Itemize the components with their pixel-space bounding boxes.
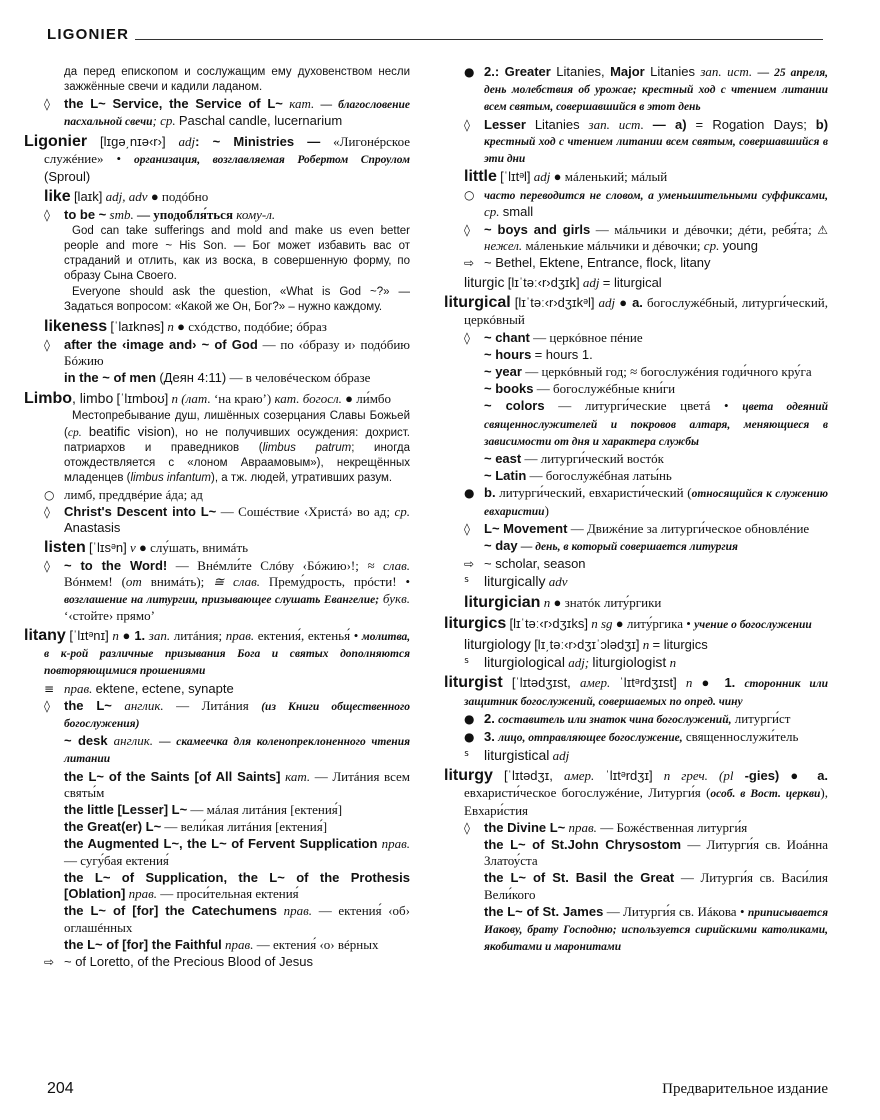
entry-limbo: Limbo, limbo [ˈlɪmboʊ] n (лат. ‘на краю’) кат. богосл. ● ли́мбо Местопребывание душ, лишённых созерцания Славы Божьей (ср. beatific vision), но не получивших осуждения: дохрист. патриархов и праведников (limbus patrum; иногда отождествляется с «лоном Авраамовым»), некрещённых младенцев (limbus infantum), а тж. людей, утративших разум. ○ лимб, преддвéрие áда; ад ◊ Christ's Descent into L~ — Сошéствие ‹Христá› во ад; ср. Anastasis xyxy=(24,389,411,536)
phrase: ~ Latin — богослужéбная латы́нь xyxy=(484,468,672,484)
phrase: the L~ of the Saints [of All Saints] кат. — Литáния всем святы́м xyxy=(64,768,411,800)
bullet-icon: ● xyxy=(138,540,147,556)
headword: liturgics xyxy=(444,614,507,632)
idiom-marker-icon: ◊ xyxy=(44,559,50,574)
example: Местопребывание душ, лишённых созерцания Славы Божьей (ср. beatific vision), но не получивших осуждения: дохрист. патриархов и праведников (limbus patrum; иногда отождествляется с «лоном Авраамовым»), некрещённых младенцев (limbus infantum), а тж. людей, утративших разум. xyxy=(64,409,410,484)
entry-liturgy: liturgy [ˈlɪtədʒɪ, амер. ˈlɪtᵊrdʒɪ] n греч. (pl -gies) ● a. евхаристи́ческое богослужéние, Литурги́я (особ. в Вост. церкви), Евхари́стия ◊ the Divine L~ прав. — Божéственная литурги́я the L~ of St.John Chrysostom — Литурги́я св. Иоáнна Златоу́ста the L~ of St. Basil the Great — Литурги́я св. Васи́лия Вели́кого the L~ of St. James — Литурги́я св. Иáкова • приписывается Иакову, брату Господню; используется сирийскими католиками, якобитами и маронитами xyxy=(464,767,828,955)
bullet-icon: ● xyxy=(345,390,353,406)
continued-text: да перед епископом и сослужащим ему духовенством несли зажжённые свечи и кадили ладаном. xyxy=(64,66,410,93)
example: Everyone should ask the question, «What is God ~?» — Задаться вопросом: «Какой же Он, Бог?» – нужно каждому. xyxy=(64,286,410,314)
entry-like: like [laɪk] adj, adv ● подóбно ◊ to be ~ smb. — уподобля́ться кому-л. God can take sufferings and mold and make us even better people and more ~ His Son. — Бог может избавить вас от страданий и отлить, как из воска, в совершенную форму, по образу Сына Своего. Everyone should ask the question, «What is God ~?» — Задаться вопросом: «Какой же Он, Бог?» – нужно каждому. xyxy=(44,187,410,314)
circle-marker-icon: ○ xyxy=(464,188,475,203)
dot-icon: • xyxy=(116,151,122,167)
bullet-icon: ● xyxy=(150,188,159,204)
bullet-icon: ● xyxy=(464,65,475,79)
idiom-marker-icon: ◊ xyxy=(44,207,50,222)
arrow-icon: ⇨ xyxy=(464,256,475,271)
phrase: ~ desk англик. — скамеечка для коленопреклоненного чтения литании xyxy=(64,733,411,766)
headword: listen xyxy=(44,539,86,557)
phrase: ◊ the L~ англик. — Литáния (из Книги общественного богослужения) xyxy=(44,697,411,731)
bullet-icon: ● xyxy=(464,486,475,501)
idiom-marker-icon: ◊ xyxy=(464,521,470,536)
headword: little xyxy=(464,168,497,186)
dot-icon: • xyxy=(405,574,411,590)
idiom-marker-icon: ◊ xyxy=(464,820,470,835)
see-also: ⇨ ~ of Loretto, of the Precious Blood of Jesus xyxy=(44,953,313,969)
derivative: ᔆ liturgically adv xyxy=(464,573,568,590)
example: God can take sufferings and mold and make us even better people and more ~ His Son. — Бог может избавить вас от страданий и отлить, как из воска, в совершенную форму, по образу Сына Своего. xyxy=(64,225,410,283)
idiom-lesser-litanies: ◊ Lesser Litanies зап. ист. — a) = Rogation Days; b) крестный ход с чтением литании всем святым, совершавшийся в эти дни xyxy=(464,116,829,166)
entry-liturgic: liturgic [lɪˈtəː‹r›dʒɪk] adj = liturgical xyxy=(464,274,662,291)
headword: Ligonier xyxy=(24,133,88,151)
phrase: the L~ of [for] the Faithful прав. — ектения́ ‹о› вéрных xyxy=(64,936,379,952)
arrow-icon: ⇨ xyxy=(44,954,55,969)
phrase: the Augmented L~, the L~ of Fervent Supplication прав. — сугу́бая ектения́ xyxy=(64,836,410,868)
headword: Limbo xyxy=(24,389,72,407)
idiom-service: ◊ the L~ Service, the Service of L~ кат. — благословение пасхальной свечи; ср. Paschal candle, lucernarium xyxy=(44,96,411,129)
phrase: the little [Lesser] L~ — мáлая литáния [ектения́] xyxy=(64,802,343,818)
page-footer xyxy=(47,1080,828,1102)
derivative-icon: ᔆ xyxy=(464,749,470,764)
entry-liturgics: liturgics [lɪˈtəː‹r›dʒɪks] n sg ● литу́ргика • учение о богослужении xyxy=(444,614,812,632)
bullet-icon: ● xyxy=(122,628,131,644)
bullet-icon: ● xyxy=(553,169,562,185)
headword: liturgic xyxy=(464,274,505,291)
running-head-title: LIGONIER xyxy=(47,26,130,43)
entry-likeness: likeness [ˈlaɪknəs] n ● схóдство, подóбие; óбраз ◊ after the ‹image and› ~ of God — по ‹óбразу и› подóбию Бóжию in the ~ of men (Деян 4:11) — в человéческом óбразе xyxy=(44,318,411,386)
entry-liturgician: liturgician n ● знатóк литу́ргики xyxy=(464,593,662,611)
idiom-marker-icon: ◊ xyxy=(464,117,470,132)
page-number: 204 xyxy=(47,1080,74,1097)
headword: liturgician xyxy=(464,593,541,611)
entry-liturgical: liturgical [lɪˈtəː‹r›dʒɪkᵊl] adj ● a. богослужéбный, литурги́ческий, церкóвный ◊ ~ chant — церкóвное пéние ~ hours = hours 1. ~ year — церкóвный год; ≈ богослужéния годи́чного кру́га ~ books — богослужéбные кни́ги ~ colors — литурги́ческие цветá • цвета одеяний священнослужителей и покровов алтаря, меняющиеся в зависимости от дня и характера службы ~ east — литурги́ческий востóк ~ Latin — богослужéбная латы́нь ● b. литурги́ческий, евхаристи́ческий (относящийся к служению евхаристии) ◊ L~ Movement — Движéние за литурги́ческое обновлéние ~ day — день, в который совершается литургия ⇨ ~ scholar, season ᔆ liturgically adv xyxy=(444,294,829,590)
dot-icon: • xyxy=(686,615,691,631)
header-rule xyxy=(135,39,823,40)
phrase: ~ hours = hours 1. xyxy=(484,346,593,362)
bullet-icon: ● xyxy=(464,711,475,726)
right-column xyxy=(444,64,829,958)
idiom-marker-icon: ◊ xyxy=(44,338,50,353)
entry-ligonier: Ligonier [lɪgə͵nɪə‹r›] adj: ~ Ministries — «Лигонéрское служéние» • организация, возглавляемая Робертом Спроулом (Sproul) xyxy=(24,133,411,184)
phrase: ~ books — богослужéбные кни́ги xyxy=(484,381,676,397)
dot-icon: • xyxy=(353,628,359,644)
phrase: ~ colors — литурги́ческие цветá • цвета одеяний священнослужителей и покровов алтаря, меняющиеся в зависимости от дня и характера службы xyxy=(484,398,828,448)
idiom-marker-icon: ◊ xyxy=(464,330,470,345)
running-head xyxy=(47,26,823,43)
entry-liturgiology: liturgiology [lɪ͵təː‹r›dʒɪˈɔlədʒɪ] n = liturgics ᔆ liturgiological adj; liturgiologist n xyxy=(464,636,828,671)
phrase: the L~ of Supplication, the L~ of the Prothesis [Oblation] прав. — проси́тельная ектения́ xyxy=(64,869,410,902)
headword: litany xyxy=(24,627,66,645)
bullet-icon: ● xyxy=(464,729,475,744)
dot-icon: • xyxy=(739,903,745,919)
idiom-marker-icon: ◊ xyxy=(44,97,50,111)
bullet-icon: ● xyxy=(177,319,186,335)
phrase: the Great(er) L~ — вели́кая литáния [ектения́] xyxy=(64,819,328,835)
phrase: ◊ ~ chant — церкóвное пéние xyxy=(464,329,643,345)
headword: liturgist xyxy=(444,674,503,692)
headword: likeness xyxy=(44,318,108,336)
see-also: ⇨ ~ scholar, season xyxy=(464,556,586,572)
arrow-icon: ⇨ xyxy=(464,557,475,572)
phrase: the L~ of St.John Chrysostom — Литурги́я св. Иоáнна Златоу́ста xyxy=(484,836,829,869)
phrase: ~ east — литурги́ческий востóк xyxy=(484,451,664,467)
entry-litany-continued xyxy=(44,65,410,130)
headword: like xyxy=(44,187,71,205)
phrase: the L~ of St. Basil the Great — Литурги́я св. Васи́лия Вели́кого xyxy=(484,870,828,902)
warning-icon: ⚠ xyxy=(817,222,828,237)
idiom-marker-icon: ◊ xyxy=(44,504,50,519)
dot-icon: • xyxy=(724,398,729,414)
derivative-icon: ᔆ xyxy=(464,656,470,671)
idiom-marker-icon: ◊ xyxy=(44,698,50,713)
phrase: ◊ the Divine L~ прав. — Божéственная литурги́я xyxy=(464,819,748,835)
entry-listen: listen [ˈlɪsᵊn] v ● слу́шать, внимáть ◊ ~ to the Word! — Внéмли́те Слóву ‹Бóжию›!; ≈ слав. Вóнмем! (от внимáть); ≅ слав. Прему́дрость, прóсти! • возглашение на литургии, призывающее слушать Евангелие; букв. ‘‹стойте› прямо’ xyxy=(44,539,411,623)
bullet-icon: ● xyxy=(619,295,628,311)
phrase: ~ year — церкóвный год; ≈ богослужéния годи́чного кру́га xyxy=(484,364,812,380)
edition-label: Предварительное издание xyxy=(662,1081,828,1097)
headword: liturgy xyxy=(444,767,493,785)
entry-little: little [ˈlɪtᵊl] adj ● мáленький; мáлый ○ часто переводится не словом, а уменьшительными суффиксами, ср. small ◊ ~ boys and girls — мáльчики и дéвочки; дéти, ребя́та; ⚠ нежел. мáленькие мáльчики и дéвочки; ср. young ⇨ ~ Bethel, Ektene, Entrance, flock, litany xyxy=(464,168,828,271)
circle-marker-icon: ○ xyxy=(44,487,55,502)
synonym-marker-icon: ≡ xyxy=(44,681,55,696)
litany-sense-2: ● 2.: Greater Litanies, Major Litanies зап. ист. — 25 апреля, день молебствия об урожае; крестный ход с чтением литании всем святым, совершавшийся в этот день xyxy=(464,64,829,114)
entry-litany: litany [ˈlɪtᵊnɪ] n ● 1. зап. литáния; прав. ектения́, ектенья́ • молитва, в к-рой различные призывания Бога и святых дополняются повторяющимися прошениями ≡ прав. ektene, ectene, synapte ◊ the L~ англик. — Литáния (из Книги общественного богослужения) ~ desk англик. — скамеечка для коленопреклоненного чтения литании the L~ of the Saints [of All Saints] кат. — Литáния всем святы́м the little [Lesser] L~ — мáлая литáния [ектения́] the Great(er) L~ — вели́кая литáния [ектения́] the Augmented L~, the L~ of Fervent Supplication прав. — сугу́бая ектения́ the L~ of Supplication, the L~ of the Prothesis [Oblation] прав. — проси́тельная ектения́ the L~ of [for] the Catechumens прав. — ектения́ ‹об› оглашéнных the L~ of [for] the Faithful прав. — ектения́ ‹о› вéрных ⇨ ~ of Loretto, of the Precious Blood of Jesus xyxy=(24,627,411,969)
derivative: ᔆ liturgiological adj; liturgiologist n xyxy=(464,654,677,671)
phrase: the L~ of St. James — Литурги́я св. Иáкова • приписывается Иакову, брату Господню; используется сирийскими католиками, якобитами и маронитами xyxy=(484,903,829,954)
idiom-marker-icon: ◊ xyxy=(464,222,470,237)
bullet-icon: ● xyxy=(553,594,562,610)
bullet-icon: ● xyxy=(790,768,807,784)
phrase: the L~ of [for] the Catechumens прав. — ектения́ ‹об› оглашéнных xyxy=(64,903,410,935)
headword: liturgical xyxy=(444,294,511,312)
derivative: ᔆ liturgistical adj xyxy=(464,747,570,764)
bullet-icon: ● xyxy=(615,615,624,631)
derivative-icon: ᔆ xyxy=(464,575,470,590)
see-also: ⇨ ~ Bethel, Ektene, Entrance, flock, litany xyxy=(464,255,711,271)
bullet-icon: ● xyxy=(701,675,716,691)
entry-liturgist: liturgist [ˈlɪtədʒɪst, амер. ˈlɪtᵊrdʒɪst] n ● 1. сторонник или защитник богослужений, совершаемых по опред. чину ● 2. составитель или знаток чина богослужений, литурги́ст ● 3. лицо, отправляющее богослужение, священнослужи́тель ᔆ liturgistical adj xyxy=(444,674,829,764)
headword: liturgiology xyxy=(464,635,531,652)
left-column xyxy=(24,64,411,973)
